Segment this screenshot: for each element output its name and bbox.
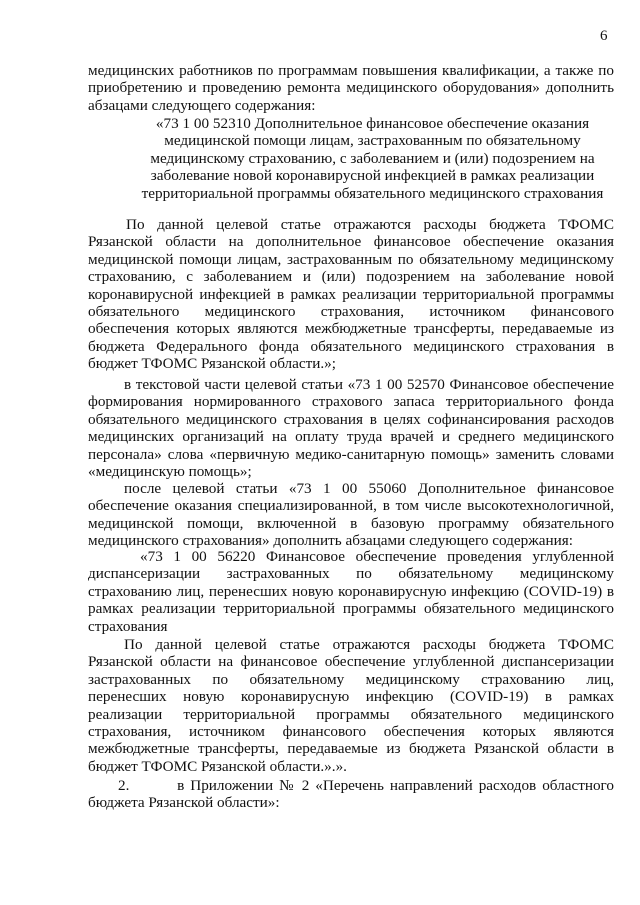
page-number: 6 — [600, 28, 608, 44]
text-line: Рязанской области на финансовое обеспечение углубленной диспансеризации — [88, 653, 614, 671]
text-line: страхованию лиц, перенесших новую коронавирусную инфекцию (COVID-19) в — [88, 582, 614, 600]
paragraph-article-52570 — [88, 376, 614, 480]
paragraph-article-55060 — [88, 480, 614, 550]
text-line: бюджета Федерального фонда обязательного медицинского страхования в — [88, 337, 614, 355]
text-line: медицинских организаций на оплату труда врачей и среднего медицинского — [88, 428, 614, 446]
text-line: страхования, источником финансового обеспечения которых являются — [88, 723, 614, 741]
text-line: коронавирусной инфекцией в рамках реализации территориальной программы — [88, 285, 614, 303]
paragraph-description-52310 — [88, 216, 614, 373]
quote-article-56220 — [88, 548, 614, 635]
text-line: абзацами следующего содержания: — [88, 96, 316, 114]
text-line: после целевой статьи «73 1 00 55060 Дополнительное финансовое — [124, 480, 614, 497]
text-line: заболевание новой коронавирусной инфекцией в рамках реализации — [150, 167, 595, 185]
text-line: бюджет ТФОМС Рязанской области.»; — [88, 355, 336, 373]
text-line: страхования — [88, 617, 168, 635]
text-line: медицинских работников по программам повышения квалификации, а также по — [88, 62, 614, 79]
text-line: медицинскому страхованию, с заболеванием и (или) подозрением на — [150, 149, 595, 167]
paragraph-intro — [88, 62, 614, 114]
paragraph-description-56220 — [88, 636, 614, 775]
text-line: в текстовой части целевой статьи «73 1 00 52570 Финансовое обеспечение — [124, 376, 614, 393]
text-line: бюджета Рязанской области»: — [88, 794, 280, 812]
text-line: территориальной программы обязательного медицинского страхования — [141, 184, 604, 202]
text-line: Рязанской области на дополнительное финансовое обеспечение оказания — [88, 233, 614, 251]
paragraph-item-2 — [88, 777, 614, 812]
text-line: бюджет ТФОМС Рязанской области.».». — [88, 757, 347, 775]
text-line: По данной целевой статье отражаются расходы бюджета ТФОМС — [124, 636, 614, 653]
text-line: обеспечение оказания специализированной, в том числе высокотехнологичной, — [88, 497, 614, 515]
text-line: «медицинскую помощь»; — [88, 463, 252, 481]
text-line: застрахованных по обязательному медицинскому страхованию лиц, — [88, 670, 614, 688]
text-line: По данной целевой статье отражаются расходы бюджета ТФОМС — [126, 216, 614, 233]
text-line: «73 1 00 52310 Дополнительное финансовое обеспечение оказания — [155, 115, 590, 132]
text-line: обязательного медицинского страхования, источником финансового — [88, 303, 614, 321]
text-line: рамках реализации территориальной программы обязательного медицинского — [88, 600, 614, 618]
text-line: диспансеризации застрахованных по обязательному медицинскому — [88, 565, 614, 583]
text-line: 2. в Приложении № 2 «Перечень направлений расходов областного — [118, 777, 614, 794]
text-line: обязательного медицинского страхования в целях софинансирования расходов — [88, 410, 614, 428]
text-line: персонала» слова «первичную медико-санитарную помощь» заменить словами — [88, 445, 614, 463]
text-line: формирования нормированного страхового запаса территориального фонда — [88, 393, 614, 411]
text-line: страхованию, с заболеванием и (или) подозрением на заболевание новой — [88, 268, 614, 286]
text-line: приобретению и проведению ремонта медицинского оборудования» дополнить — [88, 79, 614, 97]
text-line: обеспечения которых являются межбюджетные трансферты, передаваемые из — [88, 320, 614, 338]
text-line: медицинского страхования» дополнить абзацами следующего содержания: — [88, 532, 573, 550]
text-line: медицинской помощи лицам, застрахованным по обязательному медицинскому — [88, 250, 614, 268]
text-line: реализации территориальной программы обязательного медицинского — [88, 705, 614, 723]
text-line: межбюджетные трансферты, передаваемые из бюджета Рязанской области в — [88, 740, 614, 758]
text-line: «73 1 00 56220 Финансовое обеспечение проведения углубленной — [140, 548, 614, 565]
text-line: медицинской помощи, включенной в базовую программу обязательного — [88, 514, 614, 532]
text-line: перенесших новую коронавирусную инфекцию (COVID-19) в рамках — [88, 688, 614, 706]
text-line: медицинской помощи лицам, застрахованным по обязательному — [164, 132, 581, 150]
quote-article-52310 — [140, 115, 605, 202]
